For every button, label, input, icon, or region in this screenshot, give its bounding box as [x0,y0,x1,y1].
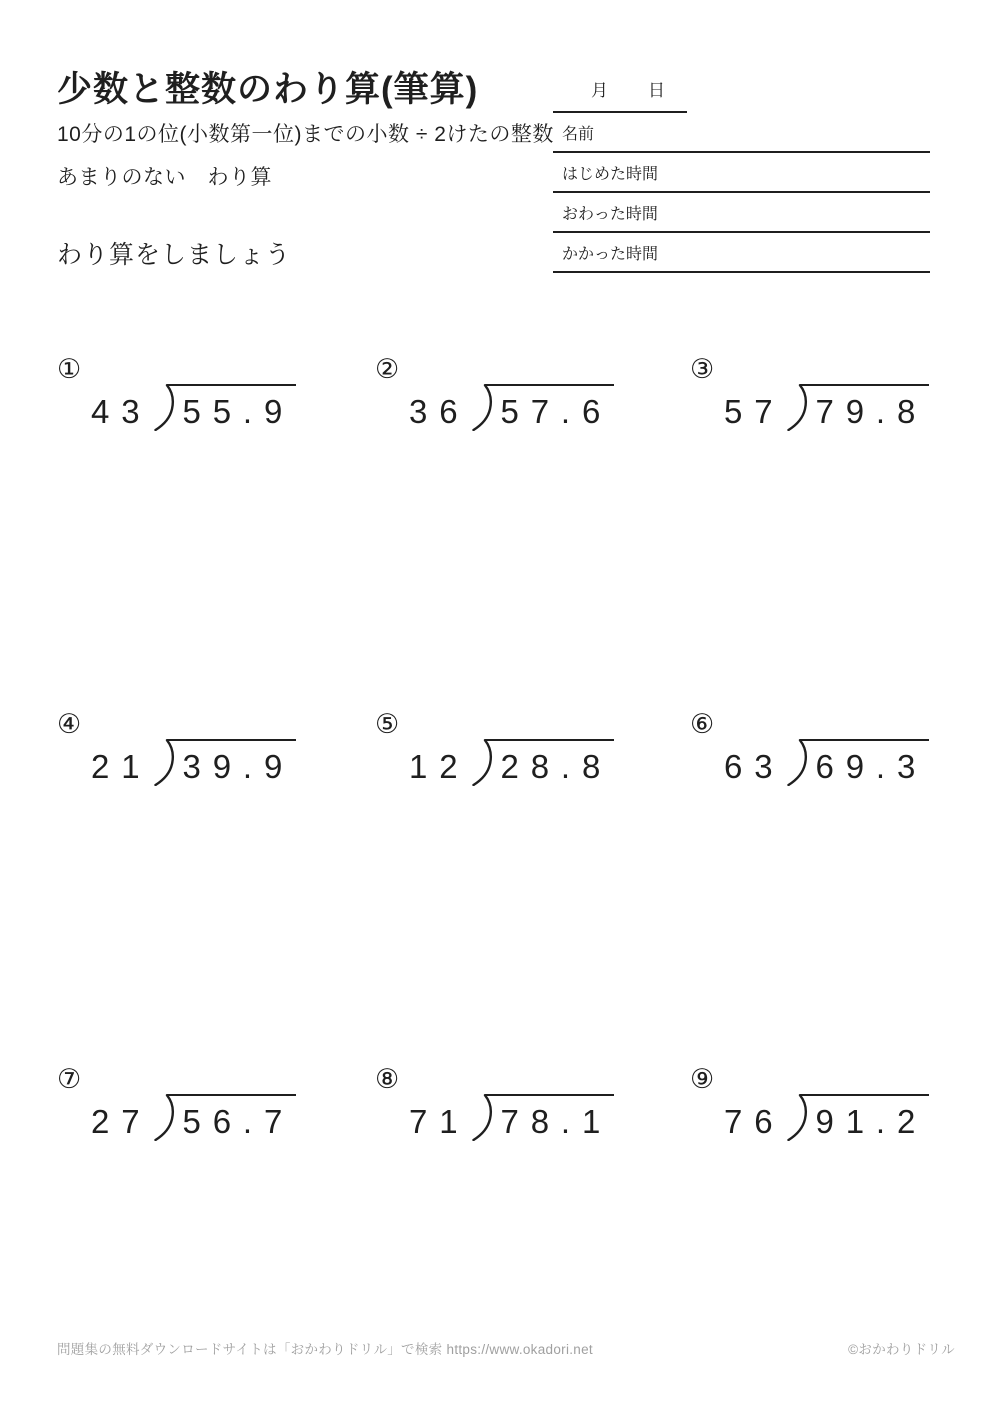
day-label: 日 [648,81,665,100]
divisor: 71 [409,1103,470,1140]
long-division-expression [91,1094,375,1141]
problem-number: ③ [690,354,715,384]
divisor: 43 [91,393,152,430]
problem-number: ⑤ [375,709,400,739]
footer-site-info: 問題集の無料ダウンロードサイトは「おかわりドリル」で検索 https://www.okadori.net [57,1342,593,1357]
elapsed-time-label: かかった時間 [562,245,659,263]
divisor: 27 [91,1103,152,1140]
division-problem-8 [375,1065,690,1415]
division-problem-7 [57,1065,375,1415]
divisor: 57 [724,393,785,430]
dividend: 55.9 [167,384,296,428]
long-division-expression [409,739,690,786]
problem-number: ⑥ [690,709,715,739]
division-problem-1 [57,355,375,710]
name-time-form [553,80,930,273]
long-division-expression [409,384,690,431]
dividend: 28.8 [485,739,614,783]
dividend: 57.6 [485,384,614,428]
end-time-label: おわった時間 [562,205,658,223]
dividend: 56.7 [167,1094,296,1138]
division-problem-4 [57,710,375,1065]
elapsed-time-row [553,233,930,273]
end-time-row [553,193,930,233]
page-title: 少数と整数のわり算(筆算) [57,70,479,109]
footer-copyright: ©おかわりドリル [848,1342,955,1357]
dividend: 69.3 [800,739,929,783]
divisor: 36 [409,393,470,430]
instruction-text: わり算をしましょう [57,241,292,269]
worksheet-subtitle-2: あまりのない わり算 [57,166,272,189]
long-division-expression [724,1094,943,1141]
divisor: 63 [724,748,785,785]
dividend: 79.8 [800,384,929,428]
long-division-expression [91,384,375,431]
division-problem-2 [375,355,690,710]
month-label: 月 [591,81,608,100]
problem-number: ② [375,354,400,384]
divisor: 76 [724,1103,785,1140]
long-division-expression [91,739,375,786]
dividend: 78.1 [485,1094,614,1138]
problem-number: ⑦ [57,1064,82,1094]
long-division-expression [724,384,943,431]
division-problem-5 [375,710,690,1065]
problem-number: ⑧ [375,1064,400,1094]
divisor: 21 [91,748,152,785]
division-problem-3 [690,355,943,710]
dividend: 91.2 [800,1094,929,1138]
dividend: 39.9 [167,739,296,783]
problem-number: ⑨ [690,1064,715,1094]
page-footer [57,1338,955,1358]
start-time-row [553,153,930,193]
problem-number: ① [57,354,82,384]
start-time-label: はじめた時間 [562,165,659,183]
problems-grid [57,355,943,1415]
name-row [553,113,930,153]
name-label: 名前 [562,125,595,143]
date-row [553,80,687,113]
long-division-expression [409,1094,690,1141]
divisor: 12 [409,748,470,785]
division-problem-9 [690,1065,943,1415]
worksheet-subtitle: 10分の1の位(小数第一位)までの小数 ÷ 2けたの整数 [57,123,554,146]
long-division-expression [724,739,943,786]
problem-number: ④ [57,709,82,739]
division-problem-6 [690,710,943,1065]
